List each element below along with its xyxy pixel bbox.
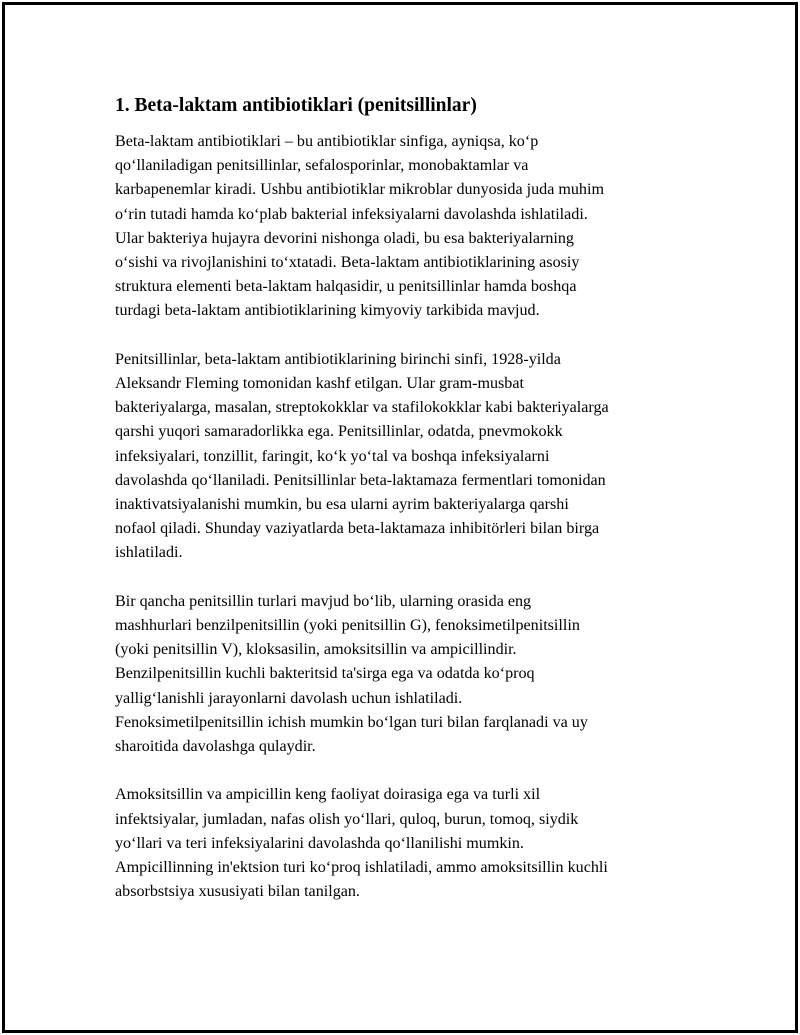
paragraph-line: ishlatiladi.	[115, 544, 183, 562]
document-body	[115, 93, 695, 904]
paragraph	[115, 590, 695, 759]
section-heading: 1. Beta-laktam antibiotiklari (penitsillinlar)	[115, 95, 477, 116]
paragraph	[115, 130, 695, 324]
paragraph-list	[115, 130, 695, 904]
paragraph-line: mashhurlari benzilpenitsillin (yoki penitsillin G), fenoksimetilpenitsillin	[115, 617, 580, 635]
paragraph-line: Beta-laktam antibiotiklari – bu antibiotiklar sinfiga, ayniqsa, ko‘p	[115, 133, 539, 150]
paragraph-line: Amoksitsillin va ampicillin keng faoliyat doirasiga ega va turli xil	[115, 786, 541, 804]
paragraph-line: o‘rin tutadi hamda ko‘plab bakterial infeksiyalarni davolashda ishlatiladi.	[115, 205, 588, 223]
paragraph-line: Aleksandr Fleming tomonidan kashf etilgan. Ular gram-musbat	[115, 375, 524, 393]
paragraph-line: qo‘llaniladigan penitsillinlar, sefalosporinlar, monobaktamlar va	[115, 157, 529, 175]
paragraph-line: infektsiyalar, jumladan, nafas olish yo‘llari, quloq, burun, tomoq, siydik	[115, 810, 579, 828]
paragraph	[115, 348, 695, 566]
paragraph-line: (yoki penitsillin V), kloksasilin, amoksitsillin va ampicillindir.	[115, 641, 517, 659]
paragraph-line: Benzilpenitsillin kuchli bakteritsid ta'sirga ega va odatda ko‘proq	[115, 665, 535, 683]
paragraph-line: davolashda qo‘llaniladi. Penitsillinlar beta-laktamaza fermentlari tomonidan	[115, 471, 606, 489]
paragraph	[115, 783, 695, 904]
paragraph-line: struktura elementi beta-laktam halqasidir, u penitsillinlar hamda boshqa	[115, 278, 577, 296]
paragraph-line: Ampicillinning in'ektsion turi ko‘proq ishlatiladi, ammo amoksitsillin kuchli	[115, 859, 608, 877]
paragraph-line: Penitsillinlar, beta-laktam antibiotiklarining birinchi sinfi, 1928-yilda	[115, 350, 561, 368]
paragraph-line: inaktivatsiyalanishi mumkin, bu esa ularni ayrim bakteriyalarga qarshi	[115, 496, 569, 514]
paragraph-line: absorbstsiya xususiyati bilan tanilgan.	[115, 883, 360, 901]
paragraph-line: karbapenemlar kiradi. Ushbu antibiotiklar mikroblar dunyosida juda muhim	[115, 181, 604, 199]
paragraph-line: infeksiyalari, tonzillit, faringit, ko‘k yo‘tal va boshqa infeksiyalarni	[115, 447, 550, 465]
paragraph-line: yallig‘lanishli jarayonlarni davolash uchun ishlatiladi.	[115, 689, 463, 707]
paragraph-line: yo‘llari va teri infeksiyalarini davolashda qo‘llanilishi mumkin.	[115, 834, 524, 852]
paragraph-line: Fenoksimetilpenitsillin ichish mumkin bo‘lgan turi bilan farqlanadi va uy	[115, 713, 588, 731]
paragraph-line: Bir qancha penitsillin turlari mavjud bo‘lib, ularning orasida eng	[115, 592, 532, 610]
paragraph-line: qarshi yuqori samaradorlikka ega. Penitsillinlar, odatda, pnevmokokk	[115, 423, 563, 441]
paragraph-line: o‘sishi va rivojlanishini to‘xtatadi. Beta-laktam antibiotiklarining asosiy	[115, 254, 580, 272]
paragraph-line: bakteriyalarga, masalan, streptokokklar va stafilokokklar kabi bakteriyalarga	[115, 399, 609, 417]
paragraph-line: nofaol qiladi. Shunday vaziyatlarda beta-laktamaza inhibitörleri bilan birga	[115, 520, 600, 538]
paragraph-line: sharoitida davolashga qulaydir.	[115, 738, 316, 756]
paragraph-line: turdagi beta-laktam antibiotiklarining kimyoviy tarkibida mavjud.	[115, 302, 540, 320]
paragraph-line: Ular bakteriya hujayra devorini nishonga oladi, bu esa bakteriyalarning	[115, 229, 574, 247]
